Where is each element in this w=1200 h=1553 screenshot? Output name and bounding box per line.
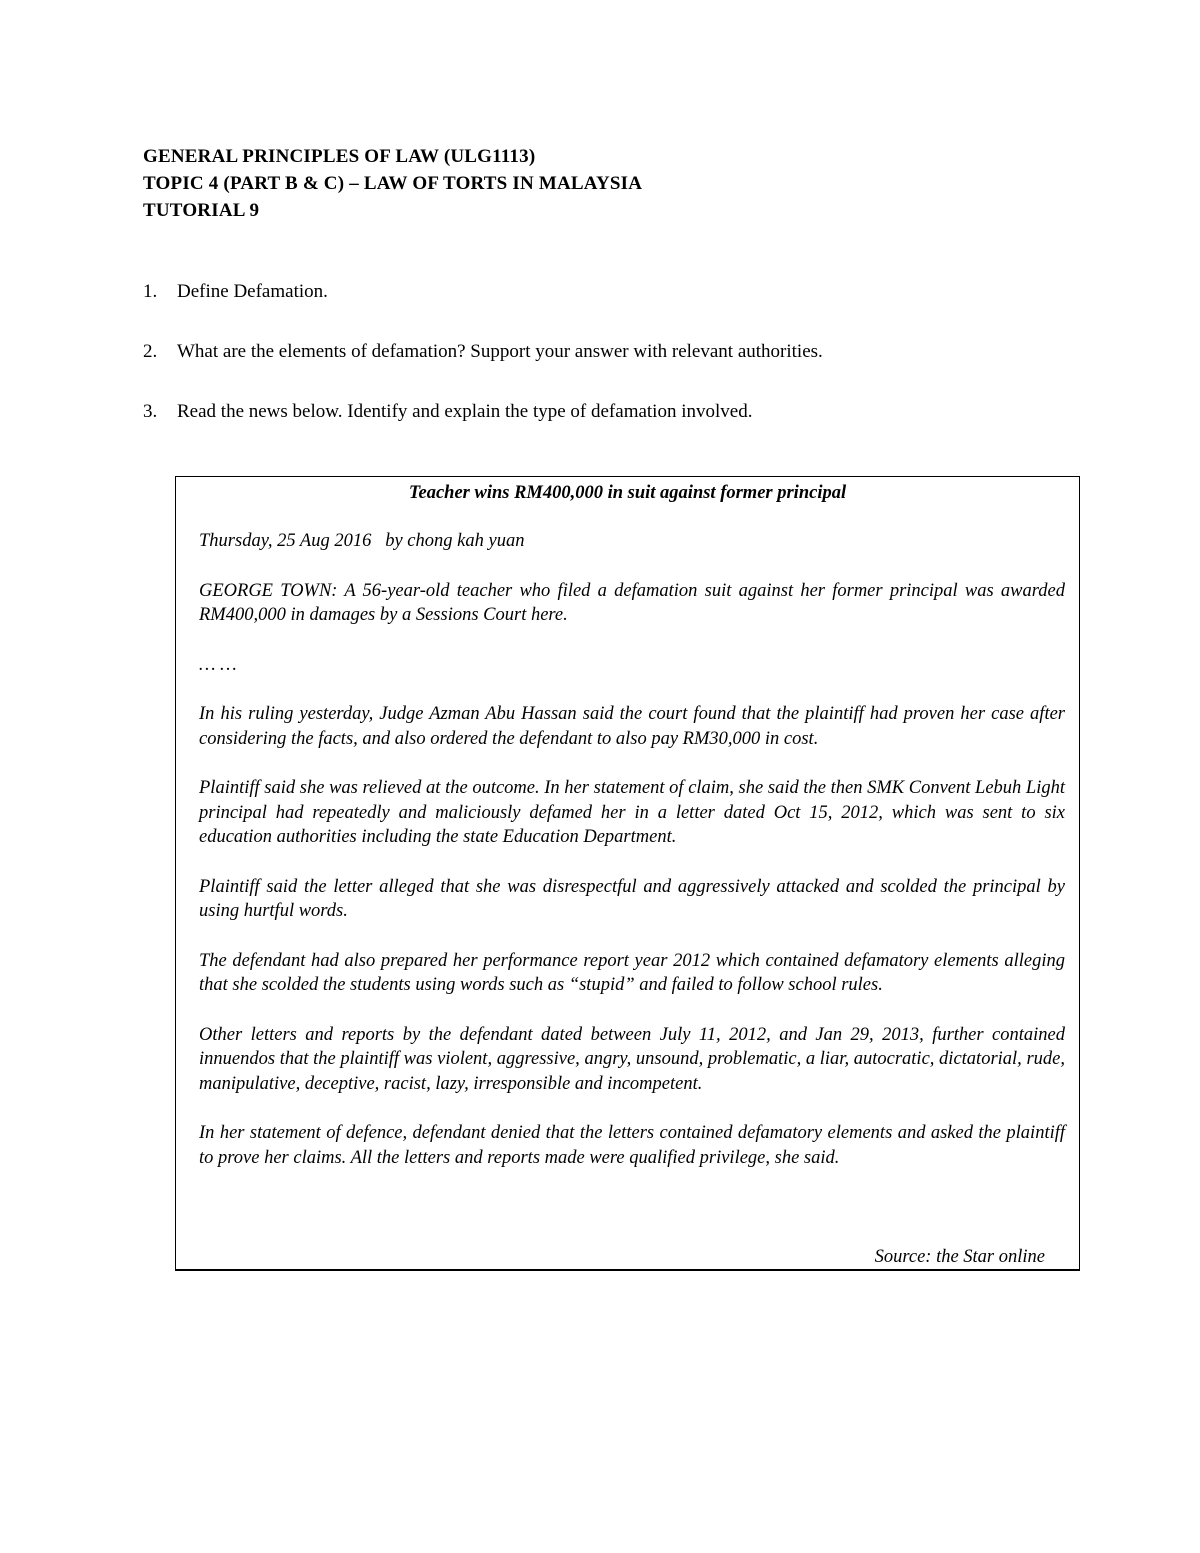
- question-text: Define Defamation.: [177, 281, 328, 302]
- news-body: [199, 529, 1065, 1195]
- question-number: 1.: [143, 281, 158, 302]
- question-number: 3.: [143, 401, 158, 422]
- news-paragraph: Plaintiff said she was relieved at the outcome. In her statement of claim, she said the then SMK Convent Lebuh Light principal had repeatedly and maliciously defamed her in a letter dated Oct 15, 2012, which was sent to six education authorities including the state Education Department.: [199, 778, 1065, 847]
- question-item: [143, 401, 1103, 461]
- news-source: Source: the Star online: [874, 1247, 1045, 1267]
- question-text: Read the news below. Identify and explain the type of defamation involved.: [177, 401, 753, 422]
- news-paragraph: The defendant had also prepared her performance report year 2012 which contained defamatory elements alleging that she scolded the students using words such as “stupid” and failed to follow school rules.: [199, 950, 1065, 995]
- tutorial-title: TUTORIAL 9: [143, 200, 260, 221]
- news-paragraph: GEORGE TOWN: A 56-year-old teacher who filed a defamation suit against her former principal was awarded RM400,000 in damages by a Sessions Court here.: [199, 580, 1065, 625]
- topic-title: TOPIC 4 (PART B & C) – LAW OF TORTS IN MALAYSIA: [143, 173, 643, 194]
- question-item: [143, 281, 1103, 341]
- question-list: [143, 281, 1103, 461]
- news-paragraph: Plaintiff said the letter alleged that she was disrespectful and aggressively attacked and scolded the principal by using hurtful words.: [199, 876, 1065, 921]
- question-number: 2.: [143, 341, 158, 362]
- question-text: What are the elements of defamation? Support your answer with relevant authorities.: [177, 341, 823, 362]
- question-item: [143, 341, 1103, 401]
- news-paragraph: In her statement of defence, defendant denied that the letters contained defamatory elements and asked the plaintiff to prove her claims. All the letters and reports made were qualified privilege, she said.: [199, 1123, 1065, 1168]
- document-heading: [143, 143, 642, 224]
- news-headline: Teacher wins RM400,000 in suit against former principal: [408, 483, 847, 503]
- news-article-box: [175, 476, 1080, 1271]
- news-paragraph: Other letters and reports by the defendant dated between July 11, 2012, and Jan 29, 2013, further contained innuendos that the plaintiff was violent, aggressive, angry, unsound, problematic, a liar, autocratic, dictatorial, rude, manipulative, deceptive, racist, lazy, irresponsible and incompetent.: [199, 1024, 1065, 1094]
- course-title: GENERAL PRINCIPLES OF LAW (ULG1113): [143, 146, 536, 167]
- news-paragraph: In his ruling yesterday, Judge Azman Abu Hassan said the court found that the plaintiff had proven her case after considering the facts, and also ordered the defendant to also pay RM30,000 in cost.: [199, 704, 1065, 749]
- news-ellipsis: … …: [199, 654, 237, 675]
- news-dateline: Thursday, 25 Aug 2016 by chong kah yuan: [199, 531, 525, 551]
